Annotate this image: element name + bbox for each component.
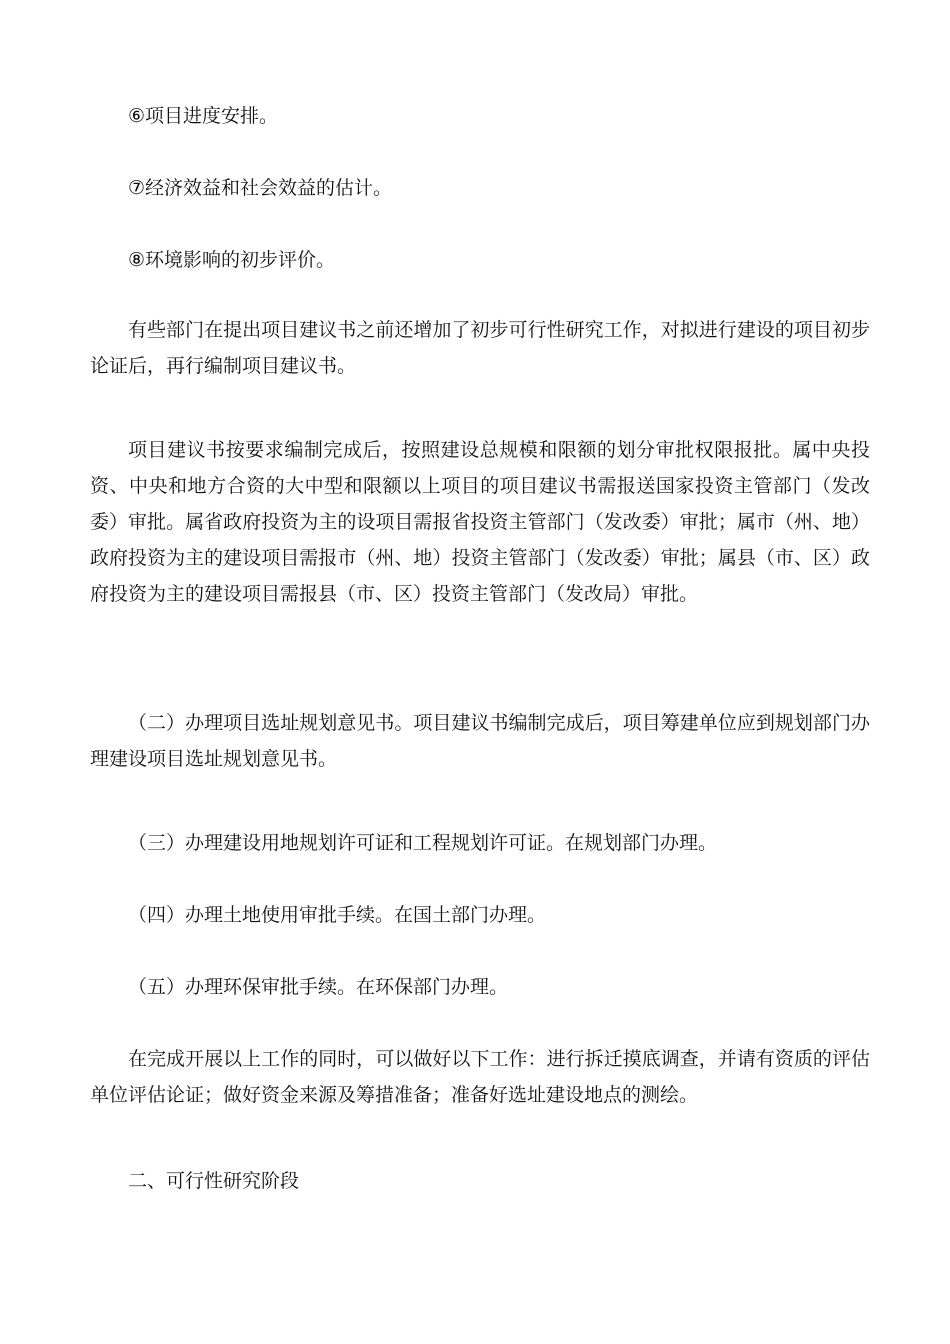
- paragraph-preliminary-study: 有些部门在提出项目建议书之前还增加了初步可行性研究工作，对拟进行建设的项目初步论证后，再行编制项目建议书。: [90, 319, 870, 377]
- paragraph-item-7: ⑦经济效益和社会效益的估计。: [128, 177, 393, 199]
- paragraph-item-8: ⑧环境影响的初步评价。: [128, 249, 336, 271]
- paragraph-parallel-work: 在完成开展以上工作的同时，可以做好以下工作：进行拆迁摸底调查，并请有资质的评估单位评估论证；做好资金来源及筹措准备；准备好选址建设地点的测绘。: [90, 1048, 870, 1106]
- paragraph-environmental: （五）办理环保审批手续。在环保部门办理。: [128, 976, 509, 998]
- paragraph-item-6: ⑥项目进度安排。: [128, 105, 279, 127]
- section-heading-feasibility: 二、可行性研究阶段: [128, 1170, 300, 1192]
- paragraph-planning-permit: （三）办理建设用地规划许可证和工程规划许可证。在规划部门办理。: [128, 832, 718, 854]
- paragraph-land-use: （四）办理土地使用审批手续。在国土部门办理。: [128, 904, 547, 926]
- paragraph-approval-authority: 项目建议书按要求编制完成后，按照建设总规模和限额的划分审批权限报批。属中央投资、中央和地方合资的大中型和限额以上项目的项目建议书需报送国家投资主管部门（发改委）审批。属省政府投资为主的设项目需报省投资主管部门（发改委）审批；属市（州、地）政府投资为主的建设项目需报市（州、地）投资主管部门（发改委）审批；属县（市、区）政府投资为主的建设项目需报县（市、区）投资主管部门（发改局）审批。: [90, 439, 870, 605]
- paragraph-site-selection: （二）办理项目选址规划意见书。项目建议书编制完成后，项目筹建单位应到规划部门办理建设项目选址规划意见书。: [90, 712, 870, 770]
